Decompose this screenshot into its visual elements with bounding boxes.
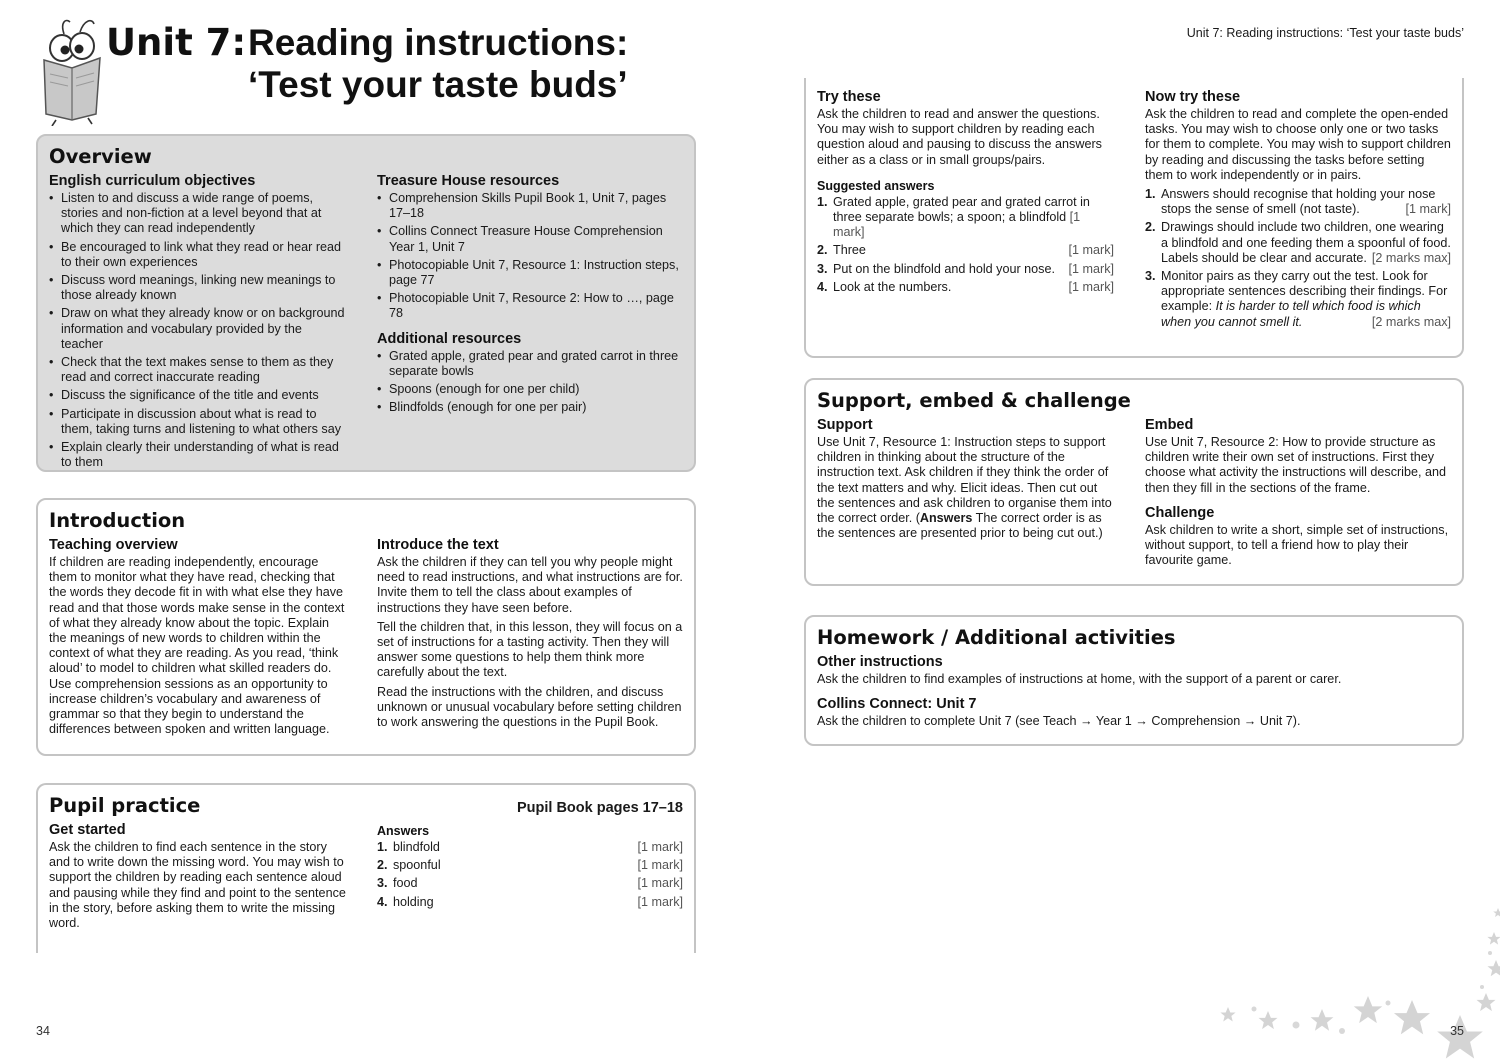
answer-text: Look at the numbers. [833, 279, 952, 294]
answer-number: 4. [377, 894, 388, 909]
list-item: • Collins Connect Treasure House Comprehension Year 1, Unit 7 [377, 224, 683, 254]
embed-text: Use Unit 7, Resource 2: How to provide structure as children write their own set of instructions. First they choose what activity the instructions will describe, and then they fill in the sections of the frame. [1145, 435, 1446, 495]
list-item [377, 876, 683, 891]
list-item: • Photocopiable Unit 7, Resource 2: How to …, page 78 [377, 291, 683, 321]
list-item: • Listen to and discuss a wide range of poems, stories and non-fiction at a level beyond that at which they can read independently [49, 191, 346, 237]
answer-text: Grated apple, grated pear and grated carrot in three separate bowls; a spoon; a blindfold [833, 194, 1090, 225]
get-started-heading: Get started [49, 822, 126, 838]
list-item: • Comprehension Skills Pupil Book 1, Unit 7, pages 17–18 [377, 191, 683, 221]
running-head: Unit 7: Reading instructions: ‘Test your taste buds’ [1186, 26, 1464, 40]
answer-text: holding [393, 894, 434, 909]
page-number-right: 35 [1450, 1023, 1464, 1038]
mark-label: [1 mark] [637, 858, 683, 873]
suggested-answers-heading: Suggested answers [817, 178, 935, 193]
answer-number: 3. [1145, 269, 1156, 284]
list-item [1145, 187, 1451, 217]
unit-label: Unit 7: [106, 21, 247, 64]
introduce-para: Tell the children that, in this lesson, they will focus on a set of instructions for a tasting activity. Then they will answer some questions to help them think more carefully about the text. [377, 619, 683, 680]
mark-label: [1 mark] [833, 210, 1081, 240]
list-item [817, 280, 1114, 295]
other-instructions-text: Ask the children to find examples of instructions at home, with the support of a parent or carer. [817, 672, 1342, 686]
treasure-list [377, 191, 683, 322]
support-embed-challenge-panel [804, 378, 1464, 586]
now-try-text: Ask the children to read and complete the open-ended tasks. You may wish to choose only one or two tasks for them to complete. You may wish to support children by reading and discussing the tasks before setting them to work independently or in pairs. [1145, 107, 1451, 182]
additional-list [377, 349, 683, 416]
homework-heading: Homework / Additional activities [817, 626, 1176, 649]
decorative-stars-icon [1160, 891, 1500, 1061]
mark-label: [2 marks max] [1371, 314, 1451, 329]
answer-number: 4. [817, 279, 828, 294]
list-item [817, 243, 1114, 258]
pupil-book-pages: Pupil Book pages 17–18 [516, 800, 683, 816]
list-item: • Check that the text makes sense to them as they read and correct inaccurate reading [49, 355, 346, 385]
now-try-answers-list [1145, 187, 1451, 330]
introduction-panel [36, 498, 696, 756]
title-block [36, 16, 716, 126]
additional-heading: Additional resources [377, 330, 522, 347]
list-item: • Photocopiable Unit 7, Resource 1: Instruction steps, page 77 [377, 258, 683, 288]
answer-number: 3. [377, 876, 388, 891]
answers-label: Answers [919, 511, 973, 526]
answer-text: Three [833, 243, 866, 258]
mark-label: [1 mark] [637, 840, 683, 854]
get-started-text: Ask the children to find each sentence in the story and to write down the missing word. You may wish to support the children by reading each sentence aloud and pausing while they find and point to the sentence in the story, before asking them to write the missing word. [49, 840, 346, 931]
answer-number: 2. [377, 858, 388, 873]
list-item: • Grated apple, grated pear and grated carrot in three separate bowls [377, 349, 683, 379]
page-number-left: 34 [36, 1023, 50, 1038]
answers-heading: Answers [377, 824, 430, 838]
list-item [377, 858, 683, 873]
try-these-text: Ask the children to read and answer the questions. You may wish to support children by reading each question aloud and pausing to discuss the answers either as a class or in small groups/pairs. [817, 107, 1102, 167]
overview-heading: Overview [49, 145, 152, 168]
mark-label: [2 marks max] [1371, 250, 1451, 265]
embed-heading: Embed [1145, 417, 1194, 433]
introduce-text-heading: Introduce the text [377, 537, 499, 553]
challenge-text: Ask children to write a short, simple set of instructions, without support, to tell a friend how to play their favourite game. [1145, 522, 1449, 568]
try-these-heading: Try these [817, 89, 881, 105]
support-text [817, 435, 1114, 541]
now-try-heading: Now try these [1145, 89, 1241, 105]
introduce-para: Ask the children if they can tell you why people might need to read instructions, and what instructions are for. Invite them to tell the class about examples of instructions they have seen before. [377, 555, 683, 615]
list-item: • Draw on what they already know or on background information and vocabulary provided by the teacher [49, 306, 346, 352]
answers-list [377, 840, 683, 910]
list-item: • Explain clearly their understanding of what is read to them [49, 440, 346, 470]
introduce-para: Read the instructions with the children, and discuss unknown or unusual vocabulary before setting children to work answering the questions in the Pupil Book. [377, 684, 682, 730]
list-item [1145, 269, 1451, 330]
answer-text: spoonful [393, 858, 441, 873]
answer-text: Monitor pairs as they carry out the test. Look for appropriate sentences describing their findings. For example: [1161, 269, 1448, 314]
reading-bug-mascot-icon [36, 16, 108, 126]
page-title-line-1: Reading instructions: [248, 22, 629, 63]
list-item: • Be encouraged to link what they read or hear read to their own experiences [49, 240, 346, 270]
answer-number: 1. [817, 194, 828, 209]
introduction-heading: Introduction [49, 509, 186, 532]
treasure-heading: Treasure House resources [377, 173, 560, 189]
mark-label: [1 mark] [1068, 279, 1114, 294]
answer-number: 2. [1145, 220, 1156, 235]
answer-text: food [393, 876, 418, 891]
mark-label: [1 mark] [1068, 261, 1114, 276]
support-subheading: Support [817, 417, 873, 433]
answer-text: blindfold [393, 840, 440, 854]
teaching-overview-text: If children are reading independently, encourage them to monitor what they have read, checking that the words they decode fit in with what else they have read and that those words make sense in the context of what they already know about the topic. Explain the meanings of new words to children within the context of what they are reading. As you read, ‘think aloud’ to model to children what skilled readers do. Use comprehension sessions as an opportunity to increase children’s vocabulary and awareness of grammar so that they begin to understand the differences between spoken and written language. [49, 555, 345, 737]
answer-example: It is harder to tell which food is which when you cannot smell it. [1161, 299, 1421, 329]
answer-number: 1. [1145, 187, 1156, 202]
objectives-heading: English curriculum objectives [49, 173, 256, 189]
answer-text: Put on the blindfold and hold your nose. [833, 261, 1055, 276]
answer-number: 1. [377, 840, 388, 854]
support-heading: Support, embed & challenge [817, 389, 1131, 412]
pupil-practice-panel [36, 783, 696, 953]
homework-panel [804, 615, 1464, 746]
answer-text: Drawings should include two children, one wearing a blindfold and one feeding them a spoonful of food. Labels should be clear and accurate. [1161, 220, 1451, 265]
pupil-practice-heading: Pupil practice [49, 794, 201, 817]
objectives-list [49, 191, 346, 470]
overview-panel [36, 134, 696, 472]
list-item [817, 262, 1114, 277]
list-item: • Discuss the significance of the title and events [49, 388, 346, 403]
support-text-part: Use Unit 7, Resource 1: Instruction steps to support children in thinking about the structure of the instruction text. Ask children if they think the order of the text matters and why. Elicit ideas. Then cut out the sentences and ask children to organise them into the correct order. ( [817, 435, 1112, 526]
answer-number: 3. [817, 261, 828, 276]
suggested-answers-list [817, 195, 1114, 295]
pupil-practice-continued-panel [804, 78, 1464, 358]
mark-label: [1 mark] [637, 894, 683, 909]
mark-label: [1 mark] [637, 876, 683, 891]
mark-label: [1 mark] [1405, 202, 1451, 217]
answer-number: 2. [817, 243, 828, 258]
list-item [377, 895, 683, 910]
list-item: • Spoons (enough for one per child) [377, 382, 683, 397]
list-item [377, 840, 683, 855]
collins-connect-text: Ask the children to complete Unit 7 (see Teach → Year 1 → Comprehension → Unit 7). [817, 714, 1301, 729]
challenge-heading: Challenge [1145, 504, 1215, 521]
teaching-overview-heading: Teaching overview [49, 537, 178, 553]
list-item: • Discuss word meanings, linking new meanings to those already known [49, 273, 346, 303]
list-item [817, 195, 1114, 241]
other-instructions-heading: Other instructions [817, 654, 943, 670]
support-text-part: The correct order is as the sentences are presented prior to being cut out.) [817, 511, 1103, 541]
list-item [1145, 220, 1451, 266]
page-title-line-2: ‘Test your taste buds’ [248, 64, 628, 105]
list-item: • Participate in discussion about what is read to them, taking turns and listening to what others say [49, 407, 346, 437]
collins-connect-heading: Collins Connect: Unit 7 [817, 696, 977, 713]
list-item: • Blindfolds (enough for one per pair) [377, 400, 683, 415]
page-title [248, 22, 628, 106]
mark-label: [1 mark] [1068, 243, 1114, 258]
answer-text: Answers should recognise that holding your nose stops the sense of smell (not taste). [1161, 187, 1436, 217]
